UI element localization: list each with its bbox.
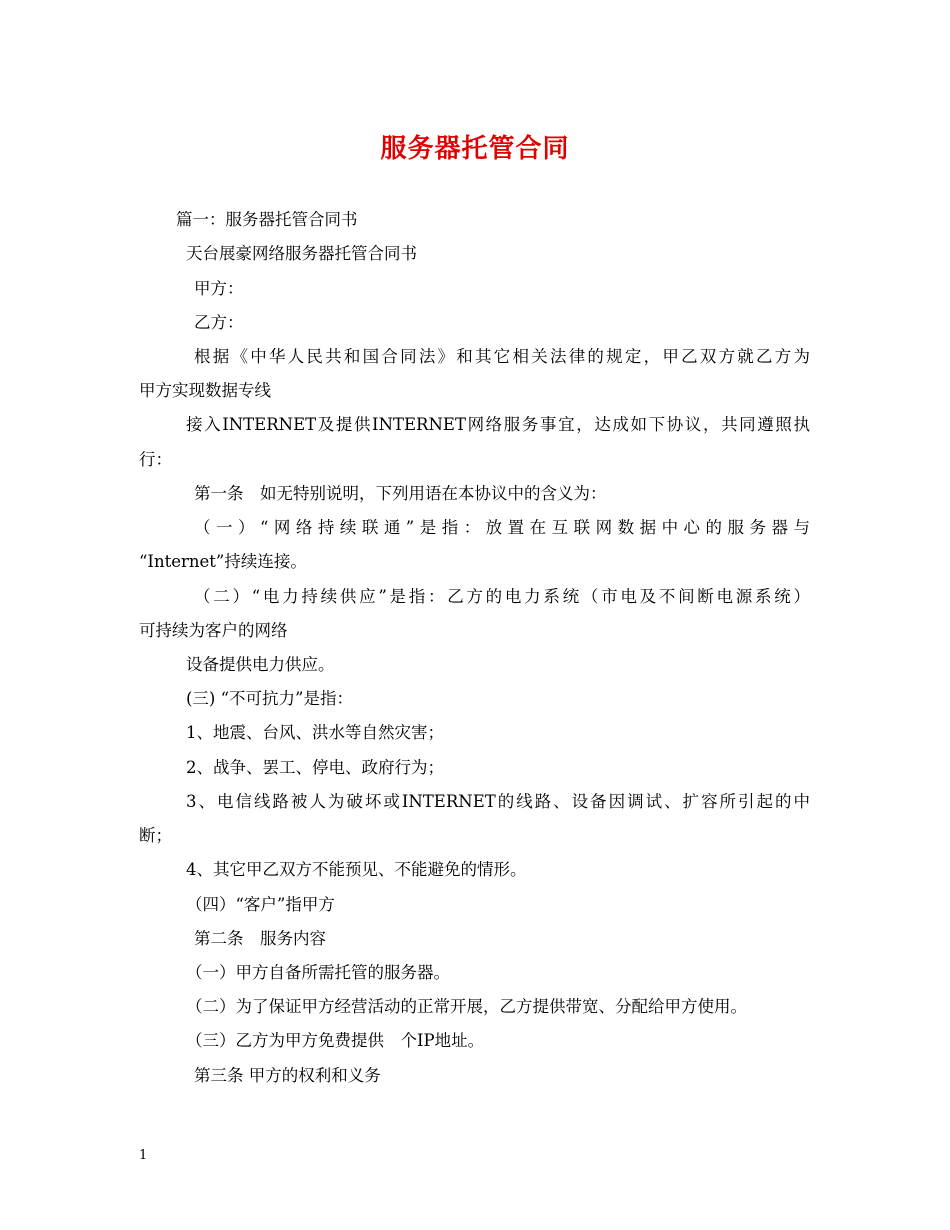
contract-name: 天台展豪网络服务器托管合同书 xyxy=(186,244,417,263)
list-item: 4、其它甲乙双方不能预见、不能避免的情形。 xyxy=(186,860,527,879)
paragraph-line: （四）“客户”指甲方 xyxy=(186,895,335,914)
paragraph-line: （一）甲方自备所需托管的服务器。 xyxy=(186,963,450,982)
section-heading: 篇一：服务器托管合同书 xyxy=(176,210,358,229)
paragraph-line: 断； xyxy=(139,826,172,845)
party-a-label: 甲方： xyxy=(194,279,244,298)
paragraph-line: 设备提供电力供应。 xyxy=(186,655,335,674)
document-title: 服务器托管合同 xyxy=(380,134,570,164)
paragraph-line: “Internet”持续连接。 xyxy=(139,552,307,571)
party-b-label: 乙方： xyxy=(194,313,244,332)
article-1-heading: 第一条 如无特别说明，下列用语在本协议中的含义为： xyxy=(194,484,607,503)
paragraph-line: 可持续为客户的网络 xyxy=(139,621,288,640)
list-item: 3、电信线路被人为破坏或INTERNET的线路、设备因调试、扩容所引起的中 xyxy=(186,792,810,811)
paragraph-line: 根据《中华人民共和国合同法》和其它相关法律的规定，甲乙双方就乙方为 xyxy=(194,347,810,366)
paragraph-line: 接入INTERNET及提供INTERNET网络服务事宜，达成如下协议，共同遵照执 xyxy=(186,415,810,434)
article-3-heading: 第三条 甲方的权利和义务 xyxy=(194,1066,381,1085)
list-item: 2、战争、罢工、停电、政府行为； xyxy=(186,758,444,777)
paragraph-line: (三) “不可抗力”是指： xyxy=(186,689,353,708)
paragraph-line: （一）“网络持续联通”是指：放置在互联网数据中心的服务器与 xyxy=(194,518,810,537)
page-number: 1 xyxy=(139,1148,148,1163)
paragraph-line: 行： xyxy=(139,450,172,469)
list-item: 1、地震、台风、洪水等自然灾害； xyxy=(186,723,444,742)
paragraph-line: （三）乙方为甲方免费提供 个IP地址。 xyxy=(186,1031,485,1050)
article-2-heading: 第二条 服务内容 xyxy=(194,929,326,948)
paragraph-line: 甲方实现数据专线 xyxy=(139,381,271,400)
paragraph-line: （二）为了保证甲方经营活动的正常开展，乙方提供带宽、分配给甲方使用。 xyxy=(186,997,747,1016)
paragraph-line: （二）“电力持续供应”是指：乙方的电力系统（市电及不间断电源系统） xyxy=(194,587,810,606)
